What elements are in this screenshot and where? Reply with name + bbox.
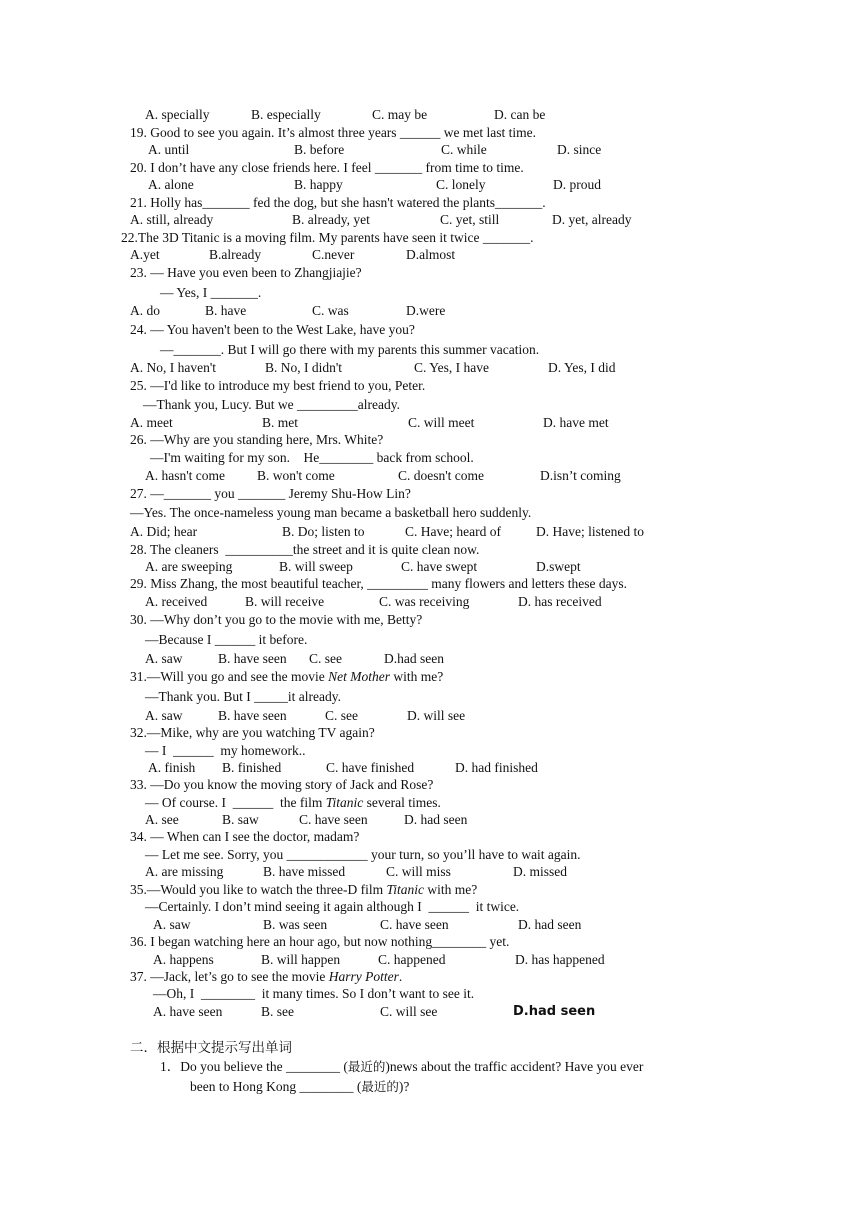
text-line <box>245 594 324 610</box>
text-run: B. have seen <box>218 651 287 666</box>
text-line <box>536 524 644 540</box>
text-line <box>441 142 487 158</box>
text-run: — Of course. I ______ the film <box>145 795 326 810</box>
text-line <box>548 360 616 376</box>
text-run: D. Have; listened to <box>536 524 644 539</box>
italic-title: Harry Potter <box>328 969 399 984</box>
text-line <box>436 177 486 193</box>
text-line <box>294 142 344 158</box>
text-run: A. No, I haven't <box>130 360 217 375</box>
text-line <box>261 952 340 968</box>
text-run: 36. I began watching here an hour ago, but now nothing________ yet. <box>130 934 510 949</box>
text-run: C. Have; heard of <box>405 524 501 539</box>
text-run: C. was receiving <box>379 594 470 609</box>
text-run: D. Yes, I did <box>548 360 616 375</box>
text-line <box>518 594 602 610</box>
text-line <box>518 917 581 933</box>
text-line <box>145 689 341 705</box>
text-run: A. specially <box>145 107 210 122</box>
text-line <box>218 708 287 724</box>
text-run: with me? <box>424 882 478 897</box>
text-line <box>130 160 524 176</box>
text-run: D. can be <box>494 107 546 122</box>
text-line <box>378 952 445 968</box>
text-run: B. have seen <box>218 708 287 723</box>
text-run: )? <box>398 1079 410 1094</box>
text-line <box>292 212 370 228</box>
text-run: with me? <box>390 669 444 684</box>
text-run: B. have <box>205 303 247 318</box>
text-run: D.swept <box>536 559 581 574</box>
text-run: C. will see <box>380 1004 438 1019</box>
text-run: B. No, I didn't <box>265 360 343 375</box>
text-line <box>440 212 499 228</box>
text-run: B. won't come <box>257 468 335 483</box>
text-run: B. already, yet <box>292 212 370 227</box>
text-run: B. met <box>262 415 298 430</box>
text-run: 26. —Why are you standing here, Mrs. White? <box>130 432 384 447</box>
text-run: A. have seen <box>153 1004 223 1019</box>
text-line <box>312 247 354 263</box>
text-run: C. yet, still <box>440 212 500 227</box>
text-line <box>145 651 183 667</box>
text-line <box>130 360 216 376</box>
text-run: B. will happen <box>261 952 341 967</box>
text-line <box>379 594 469 610</box>
text-line <box>130 829 359 845</box>
text-line <box>326 760 414 776</box>
text-line <box>130 777 433 793</box>
text-line <box>130 934 509 950</box>
text-line <box>148 177 194 193</box>
text-run: —Certainly. I don’t mind seeing it again although I ______ it twice. <box>145 899 520 914</box>
text-run: D. have met <box>543 415 609 430</box>
text-run: A. are sweeping <box>145 559 233 574</box>
text-run: C. have seen <box>299 812 368 827</box>
text-run: been to Hong Kong ________ ( <box>190 1079 362 1094</box>
text-line <box>406 303 445 319</box>
text-run: A. saw <box>145 651 183 666</box>
text-run: D. has happened <box>515 952 605 967</box>
text-run: )news about the traffic accident? Have you ever <box>385 1059 644 1074</box>
text-line <box>536 559 581 575</box>
text-line <box>513 864 567 880</box>
text-line <box>153 1004 222 1020</box>
text-run: D. missed <box>513 864 567 879</box>
text-run: A. saw <box>153 917 191 932</box>
text-line <box>121 230 533 246</box>
text-run: C. see <box>325 708 358 723</box>
text-line <box>153 917 191 933</box>
text-run: —Because I ______ it before. <box>145 632 308 647</box>
italic-title: Titanic <box>325 795 364 810</box>
text-line <box>153 986 474 1002</box>
text-run: B. before <box>294 142 345 157</box>
text-run: D.had seen <box>384 651 444 666</box>
text-line <box>130 524 197 540</box>
text-run: A. until <box>148 142 190 157</box>
italic-title: Titanic <box>386 882 424 897</box>
text-line <box>398 468 484 484</box>
text-run: — I ______ my homework.. <box>145 743 306 758</box>
text-line <box>294 177 343 193</box>
chinese-hint: 最近的 <box>361 1079 399 1094</box>
text-run: B. saw <box>222 812 259 827</box>
text-line <box>263 917 327 933</box>
text-line <box>408 415 474 431</box>
text-run: D. had finished <box>455 760 538 775</box>
text-line <box>386 864 451 880</box>
text-line <box>130 576 627 592</box>
text-run: D.isn’t coming <box>540 468 621 483</box>
text-line <box>372 107 427 123</box>
text-run: A. alone <box>148 177 194 192</box>
section-heading <box>513 1004 595 1020</box>
text-line <box>405 524 501 540</box>
text-run: 21. Holly has_______ fed the dog, but she hasn't watered the plants_______. <box>130 195 546 210</box>
text-line <box>130 303 160 319</box>
text-line <box>130 432 383 448</box>
text-run: A. meet <box>130 415 173 430</box>
text-line <box>404 812 467 828</box>
text-run: D. proud <box>553 177 601 192</box>
text-line <box>553 177 601 193</box>
text-run: A. still, already <box>130 212 214 227</box>
text-run: —Thank you, Lucy. But we _________already. <box>143 397 400 412</box>
text-run: B. Do; listen to <box>282 524 365 539</box>
text-run: 27. —_______ you _______ Jeremy Shu-How Lin? <box>130 486 411 501</box>
text-run: D.almost <box>406 247 456 262</box>
text-line <box>130 486 411 502</box>
text-line <box>543 415 609 431</box>
text-line <box>190 1079 409 1095</box>
text-line <box>143 397 400 413</box>
text-line <box>145 864 223 880</box>
text-line <box>130 195 546 211</box>
text-line <box>494 107 545 123</box>
text-run: C. Yes, I have <box>414 360 490 375</box>
text-line <box>145 632 307 648</box>
text-line <box>209 247 261 263</box>
text-line <box>160 285 261 301</box>
text-run: A. see <box>145 812 179 827</box>
text-line <box>160 342 539 358</box>
text-run: —Thank you. But I _____it already. <box>145 689 341 704</box>
text-run: . <box>398 969 403 984</box>
text-line <box>153 952 214 968</box>
text-line <box>130 247 160 263</box>
text-line <box>262 415 298 431</box>
text-line <box>265 360 342 376</box>
text-run: B.already <box>209 247 262 262</box>
text-line <box>222 812 259 828</box>
text-run: D. had seen <box>518 917 582 932</box>
text-line <box>251 107 321 123</box>
text-run: D. has received <box>518 594 602 609</box>
text-line <box>380 917 449 933</box>
text-line <box>130 969 402 985</box>
text-run: C. may be <box>372 107 428 122</box>
text-line <box>145 795 441 811</box>
text-run: C. have finished <box>326 760 415 775</box>
text-run: —Yes. The once-nameless young man became a basketball hero suddenly. <box>130 505 532 520</box>
text-line <box>312 303 349 319</box>
text-run: D. yet, already <box>552 212 632 227</box>
text-line <box>145 899 519 915</box>
text-line <box>130 265 362 281</box>
text-run: D. will see <box>407 708 466 723</box>
text-run: 35.—Would you like to watch the three-D film <box>130 882 387 897</box>
text-line <box>145 708 183 724</box>
text-line <box>130 415 173 431</box>
text-run: B. was seen <box>263 917 328 932</box>
text-run: C. will meet <box>408 415 475 430</box>
text-run: —_______. But I will go there with my parents this summer vacation. <box>160 342 540 357</box>
text-run: 19. Good to see you again. It’s almost three years ______ we met last time. <box>130 125 537 140</box>
text-line <box>218 651 287 667</box>
text-run: B. happy <box>294 177 343 192</box>
text-line <box>130 125 536 141</box>
text-run: C. see <box>309 651 342 666</box>
text-run: 22.The 3D Titanic is a moving film. My parents have seen it twice _______. <box>121 230 534 245</box>
text-run: C. have swept <box>401 559 478 574</box>
text-line <box>145 743 305 759</box>
text-line <box>222 760 281 776</box>
text-line <box>557 142 601 158</box>
text-line <box>325 708 358 724</box>
text-run: B. finished <box>222 760 282 775</box>
text-line <box>299 812 368 828</box>
text-line <box>150 450 474 466</box>
text-line <box>279 559 353 575</box>
text-line <box>407 708 465 724</box>
text-run: 32.—Mike, why are you watching TV again? <box>130 725 375 740</box>
text-run: D. since <box>557 142 602 157</box>
text-run: 34. — When can I see the doctor, madam? <box>130 829 360 844</box>
text-line <box>257 468 335 484</box>
text-line <box>130 669 443 685</box>
text-line <box>130 322 415 338</box>
text-run: A. hasn't come <box>145 468 226 483</box>
text-run: D.had seen <box>513 1004 596 1019</box>
text-line <box>145 468 225 484</box>
text-run: 25. —I'd like to introduce my best friend to you, Peter. <box>130 378 426 393</box>
text-run: A. Did; hear <box>130 524 198 539</box>
text-run: 29. Miss Zhang, the most beautiful teacher, _________ many flowers and letters these days. <box>130 576 627 591</box>
text-run: A. finish <box>148 760 196 775</box>
text-run: B. have missed <box>263 864 346 879</box>
text-line <box>145 559 232 575</box>
text-run: 31.—Will you go and see the movie <box>130 669 329 684</box>
text-run: 1．Do you believe the ________ ( <box>160 1059 348 1074</box>
text-line <box>130 505 531 521</box>
text-run: D. had seen <box>404 812 468 827</box>
text-line <box>145 847 581 863</box>
text-run: A. received <box>145 594 208 609</box>
text-run: 24. — You haven't been to the West Lake, have you? <box>130 322 415 337</box>
text-line <box>282 524 365 540</box>
text-run: B. especially <box>251 107 321 122</box>
text-run: D.were <box>406 303 446 318</box>
text-run: 20. I don’t have any close friends here. I feel _______ from time to time. <box>130 160 524 175</box>
text-line <box>130 542 479 558</box>
text-run: C. while <box>441 142 487 157</box>
text-line <box>384 651 444 667</box>
text-line <box>130 882 477 898</box>
text-run: —Oh, I ________ it many times. So I don’t want to see it. <box>153 986 475 1001</box>
text-line <box>130 212 213 228</box>
text-line <box>145 107 209 123</box>
text-run: B. will sweep <box>279 559 353 574</box>
text-line <box>145 812 179 828</box>
italic-title: Net Mother <box>328 669 391 684</box>
text-run: 28. The cleaners __________the street and it is quite clean now. <box>130 542 480 557</box>
text-run: C. have seen <box>380 917 449 932</box>
chinese-hint: 最近的 <box>347 1059 386 1074</box>
text-line <box>414 360 489 376</box>
text-run: B. see <box>261 1004 294 1019</box>
text-run: 23. — Have you even been to Zhangjiajie? <box>130 265 362 280</box>
text-run: C. doesn't come <box>398 468 485 483</box>
text-line <box>130 725 375 741</box>
text-run: — Yes, I _______. <box>160 285 262 300</box>
text-run: C. happened <box>378 952 446 967</box>
text-line <box>309 651 342 667</box>
text-run: A. do <box>130 303 160 318</box>
text-line <box>261 1004 294 1020</box>
text-run: —I'm waiting for my son. He________ back from school. <box>150 450 474 465</box>
text-line <box>145 594 207 610</box>
text-run: C.never <box>312 247 355 262</box>
text-line <box>148 760 195 776</box>
text-line <box>380 1004 437 1020</box>
text-run: A. saw <box>145 708 183 723</box>
text-line <box>401 559 477 575</box>
text-run: A. happens <box>153 952 214 967</box>
text-line <box>540 468 621 484</box>
text-run: A.yet <box>130 247 160 262</box>
text-line <box>148 142 189 158</box>
text-line <box>205 303 246 319</box>
text-run: A. are missing <box>145 864 224 879</box>
text-run: C. lonely <box>436 177 486 192</box>
text-run: 二．根据中文提示写出单词 <box>130 1040 292 1055</box>
text-run: several times. <box>363 795 441 810</box>
text-run: C. was <box>312 303 349 318</box>
text-line <box>552 212 631 228</box>
text-line <box>515 952 605 968</box>
text-run: 30. —Why don’t you go to the movie with me, Betty? <box>130 612 423 627</box>
text-line <box>130 612 422 628</box>
text-line <box>263 864 345 880</box>
text-run: — Let me see. Sorry, you ____________ your turn, so you’ll have to wait again. <box>145 847 581 862</box>
text-run: B. will receive <box>245 594 325 609</box>
text-run: C. will miss <box>386 864 451 879</box>
text-line <box>160 1059 643 1075</box>
text-line <box>406 247 455 263</box>
text-line <box>130 1040 700 1056</box>
text-run: 33. —Do you know the moving story of Jack and Rose? <box>130 777 434 792</box>
text-line <box>455 760 538 776</box>
text-line <box>130 378 425 394</box>
text-run: 37. —Jack, let’s go to see the movie <box>130 969 329 984</box>
